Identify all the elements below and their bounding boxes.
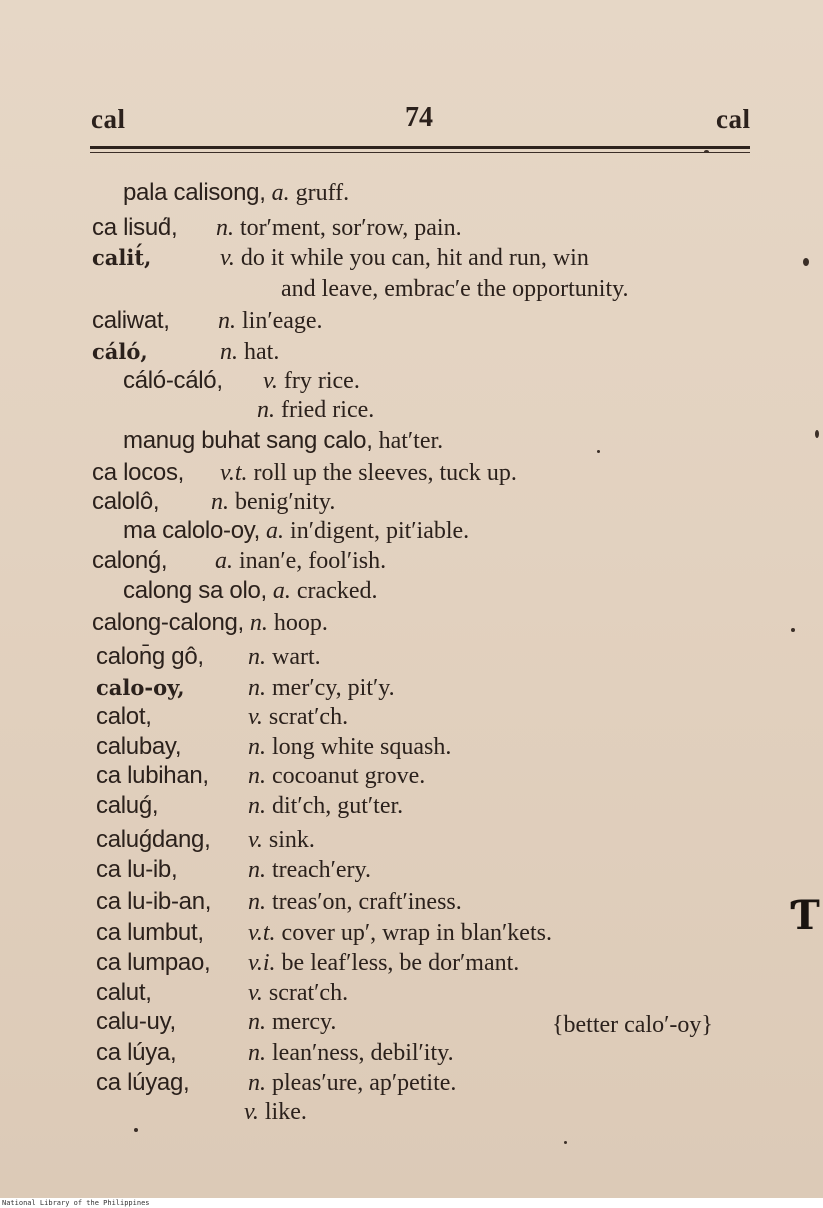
entry-pos: n. xyxy=(248,734,266,760)
entry-definition: mer′cy, pit′y. xyxy=(272,675,395,701)
entry-term: ca lumpao, xyxy=(96,949,211,976)
speck xyxy=(815,430,819,438)
entry-term: ca lubihan, xyxy=(96,762,209,789)
entry-term: manug buhat sang calo, xyxy=(123,427,373,454)
entry-line xyxy=(92,547,386,575)
entry-term: caluǵdang, xyxy=(96,826,211,853)
entry-line xyxy=(96,792,403,820)
entry-line xyxy=(92,307,323,335)
entry-pos: v.i. xyxy=(248,950,276,976)
entry-definition: cocoanut grove. xyxy=(272,763,426,789)
entry-term: calonǵ, xyxy=(92,547,168,574)
entry-line xyxy=(92,609,328,637)
entry-pos: a. xyxy=(272,578,291,604)
entry-pos: n. xyxy=(248,763,266,789)
entry-definition: benig′nity. xyxy=(235,489,336,515)
entry-line xyxy=(96,1039,454,1067)
entry-pos: n. xyxy=(248,1009,266,1035)
entry-term: ca locos, xyxy=(92,459,185,486)
entry-definition: treas′on, craft′iness. xyxy=(272,889,462,915)
entry-term: pala calisong, xyxy=(123,179,266,206)
entry-term: calong sa olo, xyxy=(123,577,267,604)
entry-line xyxy=(96,762,425,790)
entry-pos: n. xyxy=(248,889,266,915)
entry-definition: in′digent, pit′iable. xyxy=(290,518,470,544)
page-number: 74 xyxy=(405,102,433,133)
entry-line xyxy=(96,888,462,916)
entry-pos: n. xyxy=(248,1070,266,1096)
entry-line xyxy=(96,703,348,731)
entry-pos: n. xyxy=(248,857,266,883)
entry-line xyxy=(96,826,315,854)
entry-term: ca lúya, xyxy=(96,1039,177,1066)
running-head-left: cal xyxy=(91,104,126,134)
entry-line xyxy=(92,488,335,516)
entry-definition: do it while you can, hit and run, win xyxy=(240,245,589,271)
entry-definition: and leave, embrac′e the opportunity. xyxy=(281,276,629,302)
entry-definition: roll up the sleeves, tuck up. xyxy=(253,460,517,486)
running-head-right: cal xyxy=(716,104,751,134)
entry-term: calot, xyxy=(96,703,152,730)
speck xyxy=(597,450,600,453)
entry-definition: like. xyxy=(264,1099,307,1125)
entry-term: ca lumbut, xyxy=(96,919,204,946)
entry-line xyxy=(92,338,279,366)
entry-pos: n. xyxy=(248,793,266,819)
entry-pos: v. xyxy=(248,980,263,1006)
entry-pos: n. xyxy=(248,675,266,701)
entry-line xyxy=(123,367,360,395)
entry-line xyxy=(96,919,552,947)
entry-line xyxy=(96,979,348,1007)
entry-line xyxy=(123,517,469,545)
entry-pos: a. xyxy=(215,548,233,574)
entry-definition: inan′e, fool′ish. xyxy=(239,548,387,574)
entry-definition: cover up′, wrap in blan′kets. xyxy=(281,920,552,946)
entry-term: ca lúyag, xyxy=(96,1069,190,1096)
entry-term: calut, xyxy=(96,979,152,1006)
entry-definition: fry rice. xyxy=(283,368,360,394)
entry-line xyxy=(92,214,462,242)
entry-definition: dit′ch, gut′ter. xyxy=(272,793,404,819)
entry-term: ma calolo-oy, xyxy=(123,517,261,544)
margin-note: {better calo′-oy} xyxy=(552,1012,713,1038)
entry-pos: v.t. xyxy=(220,460,248,486)
entry-definition: hat. xyxy=(244,339,280,365)
entry-definition: long white squash. xyxy=(272,734,452,760)
entry-definition: tor′ment, sor′row, pain. xyxy=(240,215,462,241)
entry-line xyxy=(123,427,443,455)
entry-line xyxy=(281,275,629,303)
entry-definition: pleas′ure, ap′petite. xyxy=(272,1070,457,1096)
entry-line xyxy=(96,949,519,977)
entry-definition: scrat′ch. xyxy=(268,704,349,730)
entry-definition: treach′ery. xyxy=(272,857,371,883)
entry-line xyxy=(123,179,349,207)
entry-line xyxy=(96,643,321,671)
entry-definition: sink. xyxy=(268,827,315,853)
entry-line xyxy=(96,1069,456,1097)
scan-attribution: National Library of the Philippines xyxy=(2,1199,150,1207)
entry-term: ca lu-ib-an, xyxy=(96,888,212,915)
speck xyxy=(564,1141,567,1144)
header-rule-thin xyxy=(90,152,750,153)
entry-pos: v. xyxy=(244,1099,259,1125)
entry-definition: gruff. xyxy=(295,180,350,206)
entry-pos: v. xyxy=(263,368,278,394)
entry-definition: scrat′ch. xyxy=(268,980,349,1006)
entry-pos: n. xyxy=(248,644,266,670)
entry-line xyxy=(123,577,378,605)
entry-term: calo-oy, xyxy=(96,675,185,700)
entry-line xyxy=(257,396,374,424)
speck xyxy=(704,150,709,153)
speck xyxy=(803,258,809,266)
entry-line xyxy=(96,856,371,884)
entry-definition: hat′ter. xyxy=(378,428,444,454)
entry-definition: lin′eage. xyxy=(242,308,323,334)
entry-pos: n. xyxy=(218,308,236,334)
entry-term: calit́, xyxy=(92,245,152,270)
entry-definition: fried rice. xyxy=(281,397,375,423)
entry-definition: cracked. xyxy=(296,578,378,604)
entry-pos: n. xyxy=(211,489,229,515)
entry-line xyxy=(96,733,451,761)
entry-pos: v. xyxy=(248,704,263,730)
entry-line xyxy=(92,244,589,272)
entry-line xyxy=(96,1008,336,1036)
entry-line xyxy=(92,459,517,487)
header-rule xyxy=(90,146,750,149)
entry-term: ca lisud́, xyxy=(92,214,178,241)
entry-pos: n. xyxy=(248,1040,266,1066)
entry-term: cáló-cáló, xyxy=(123,367,223,394)
entry-line xyxy=(96,674,395,702)
entry-term: cáló, xyxy=(92,339,148,364)
entry-line xyxy=(244,1098,307,1126)
entry-term: calubay, xyxy=(96,733,182,760)
entry-definition: be leaf′less, be dor′mant. xyxy=(281,950,520,976)
entry-definition: mercy. xyxy=(272,1009,337,1035)
entry-pos: n. xyxy=(257,397,275,423)
entry-definition: lean′ness, debil′ity. xyxy=(272,1040,454,1066)
entry-term: ca lu-ib, xyxy=(96,856,178,883)
entry-definition: hoop. xyxy=(273,610,328,636)
entry-term: calolô, xyxy=(92,488,160,515)
entry-pos: v. xyxy=(220,245,235,271)
entry-pos: a. xyxy=(271,180,290,206)
entry-term: caliwat, xyxy=(92,307,170,334)
entry-term: calon̄g gô, xyxy=(96,643,204,670)
speck xyxy=(134,1128,138,1132)
entry-pos: n. xyxy=(220,339,238,365)
entry-term: caluǵ, xyxy=(96,792,159,819)
entry-pos: a. xyxy=(266,518,285,544)
edge-bleed-mark: Ƭ xyxy=(790,892,820,939)
entry-pos: n. xyxy=(216,215,234,241)
entry-term: calu-uy, xyxy=(96,1008,176,1035)
entry-pos: v. xyxy=(248,827,263,853)
entry-definition: wart. xyxy=(272,644,321,670)
entry-term: calong-calong, xyxy=(92,609,244,636)
entry-pos: n. xyxy=(249,610,268,636)
entry-pos: v.t. xyxy=(248,920,276,946)
speck xyxy=(791,628,795,632)
